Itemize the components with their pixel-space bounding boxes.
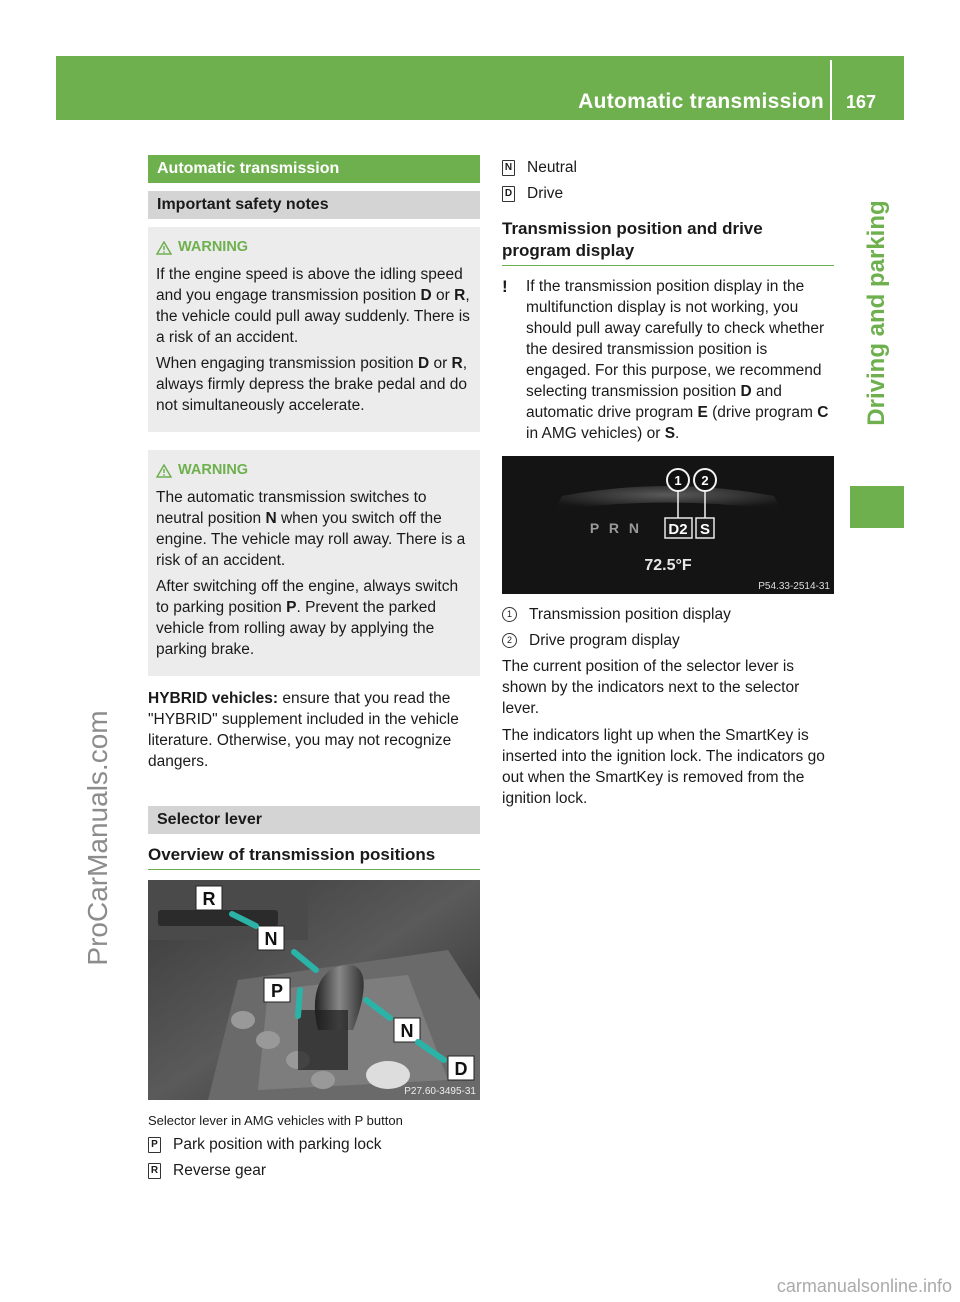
gear-d2: D2 [668,521,688,538]
warning-title: WARNING [156,460,472,481]
overview-heading: Overview of transmission positions [148,844,480,870]
warning-box-1 [148,227,480,432]
selector-lever-title: Selector lever [148,806,480,834]
label-r: R [202,889,216,909]
image-code: P27.60-3495-31 [404,1086,476,1097]
header-divider [830,60,832,120]
callout-1: 1 [674,473,682,488]
display-heading: Transmission position and drive program display [502,218,834,266]
right-column [502,157,834,809]
selector-lever-image [148,880,480,1100]
warning-triangle-icon [156,464,172,478]
subsection-title: Important safety notes [148,191,480,219]
legend-item: 1 Transmission position display [502,604,834,625]
warning-text: If the engine speed is above the idling speed and you engage transmission position D or R, the vehicle could pull away suddenly. There is a risk of an accident. [156,266,470,346]
chapter-tab-label: Driving and parking [863,200,890,426]
body-paragraph: The current position of the selector lever is shown by the indicators next to the selector lever. [502,658,800,717]
warning-text: After switching off the engine, always switch to parking position P. Prevent the parked vehicle from rolling away by applying the parking brake. [156,578,459,658]
caution-note: ! If the transmission position display in the multifunction display is not working, you should pull away carefully to check whether the desired transmission position is engaged. For this purpose, we recommend selecting transmission position D and automatic drive program E (drive program C in AMG vehicles) or S. [502,277,829,442]
gear-key-icon: N [502,160,515,176]
temperature-readout: 72.5°F [644,557,692,574]
transmission-display-image [502,456,834,594]
header-title: Automatic transmission [578,90,824,113]
page-number: 167 [846,92,877,112]
callout-number-icon: 1 [502,607,517,622]
program-s: S [699,521,711,538]
label-d: D [454,1059,468,1079]
caution-icon: ! [502,277,508,296]
warning-title: WARNING [156,237,472,258]
gear-key-icon: R [148,1163,161,1179]
list-item: P Park position with parking lock [148,1134,480,1155]
label-n-top: N [264,929,278,949]
chapter-tab-marker [850,486,904,528]
gear-sequence: P R N [589,520,642,536]
image-code: P54.33-2514-31 [758,581,830,592]
warning-text: The automatic transmission switches to neutral position N when you switch off the engine. The vehicle may roll away. There is a risk of an accident. [156,489,466,569]
list-item: R Reverse gear [148,1160,480,1181]
left-column [148,155,480,1186]
warning-triangle-icon [156,241,172,255]
body-paragraph: The indicators light up when the SmartKey is inserted into the ignition lock. The indicators go out when the SmartKey is removed from the ignition lock. [502,727,825,807]
label-p: P [270,981,284,1001]
legend-item: 2 Drive program display [502,630,834,651]
callout-2: 2 [701,473,709,488]
warning-box-2 [148,450,480,676]
watermark-bottom: carmanualsonline.info [776,1276,952,1296]
label-n-bottom: N [400,1021,414,1041]
callout-number-icon: 2 [502,633,517,648]
warning-text: When engaging transmission position D or R, always firmly depress the brake pedal and do not simultaneously accelerate. [156,355,468,414]
image-caption: Selector lever in AMG vehicles with P button [148,1113,403,1128]
watermark-side: ProCarManuals.com [82,710,113,966]
gear-key-icon: P [148,1137,161,1153]
section-title: Automatic transmission [148,155,480,183]
gear-key-icon: D [502,186,515,202]
hybrid-note: HYBRID vehicles: ensure that you read the "HYBRID" supplement included in the vehicle literature. Otherwise, you may not recognize dangers. [148,690,459,770]
list-item: D Drive [502,183,834,204]
list-item: N Neutral [502,157,834,178]
